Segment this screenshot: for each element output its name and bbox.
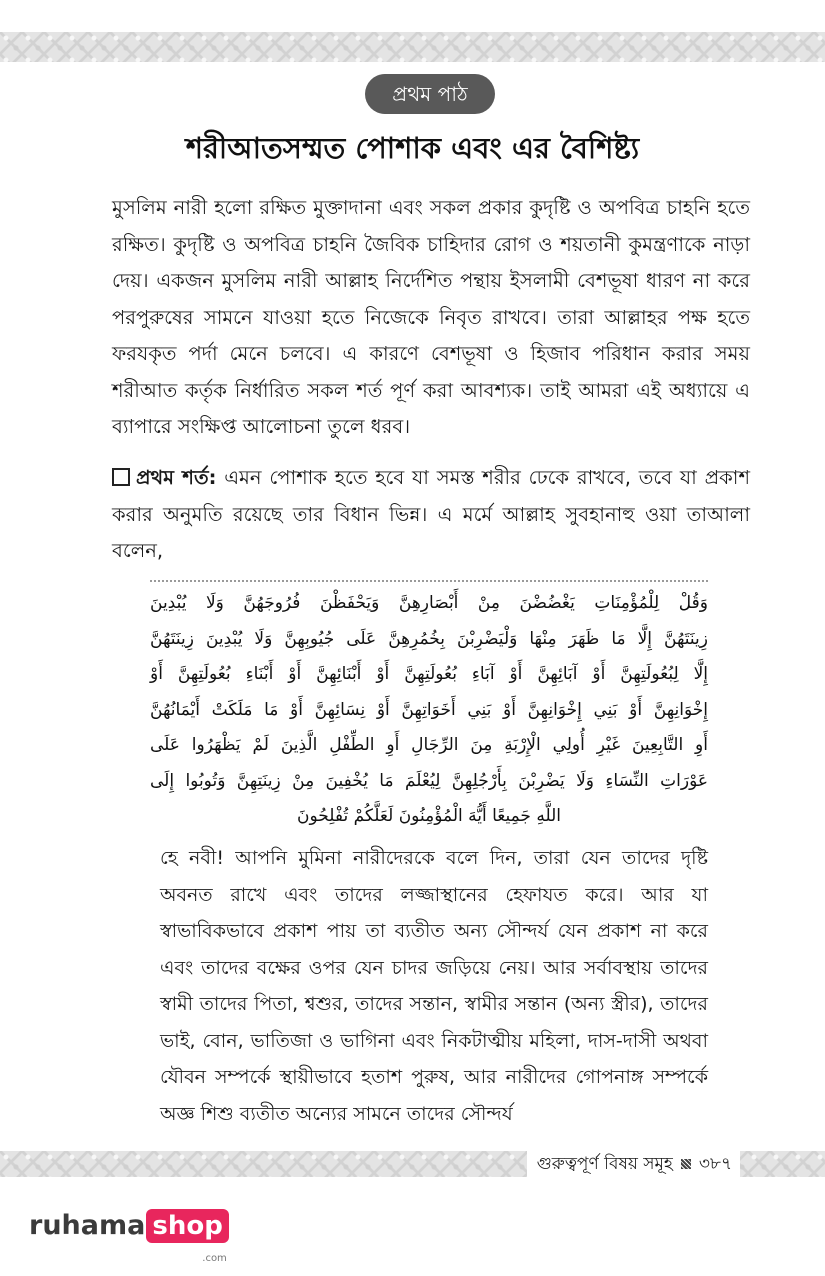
verse-line: زِينَتَهُنَّ إِلَّا مَا ظَهَرَ مِنْهَا وَلْيَضْرِبْنَ بِخُمُرِهِنَّ عَلَى جُيُوبِهِنَّ وَلَا يُبْدِينَ زِينَتَهُنَّ xyxy=(150,628,708,649)
verse-line: اللَّهِ جَمِيعًا أَيُّهَ الْمُؤْمِنُونَ لَعَلَّكُمْ تُفْلِحُونَ xyxy=(296,806,561,826)
verse-line: إِخْوَانِهِنَّ أَوْ بَنِي إِخْوَانِهِنَّ أَوْ بَنِي أَخَوَاتِهِنَّ أَوْ نِسَائِهِنَّ أَوْ مَا مَلَكَتْ أَيْمَانُهُنَّ xyxy=(150,699,708,720)
top-ornament-band xyxy=(0,32,825,62)
ornament-square-icon xyxy=(681,1159,691,1169)
page-title: শরীআতসম্মত পোশাক এবং এর বৈশিষ্ট্য xyxy=(185,131,640,165)
logo-shop-text: shop xyxy=(152,1211,223,1241)
verse-line: أَوِ التَّابِعِينَ غَيْرِ أُولِي الْإِرْبَةِ مِنَ الرِّجَالِ أَوِ الطِّفْلِ الَّذِينَ لَمْ يَظْهَرُوا عَلَى xyxy=(150,735,708,755)
lesson-badge: প্রথম পাঠ xyxy=(365,74,495,114)
logo-text: ruhama xyxy=(29,1210,146,1241)
intro-paragraph: মুসলিম নারী হলো রক্ষিত মুক্তাদানা এবং সকল প্রকার কুদৃষ্টি ও অপবিত্র চাহনি হতে রক্ষিত। কুদৃষ্টি ও অপবিত্র চাহনি জৈবিক চাহিদার রোগ ও শয়তানী কুমন্ত্রণাকে নাড়া দেয়। একজন মুসলিম নারী আল্লাহ নির্দেশিত পন্থায় ইসলামী বেশভূষা ধারণ না করে পরপুরুষের সামনে যাওয়া হতে নিজেকে নিবৃত রাখবে। তারা আল্লাহর পক্ষ হতে ফরযকৃত পর্দা মেনে চলবে। এ কারণে বেশভূষা ও হিজাব পরিধান করার সময় শরীআত কর্তৃক নির্ধারিত সকল শর্ত পূর্ণ করা আবশ্যক। তাই আমরা এই অধ্যায়ে এ ব্যাপারে সংক্ষিপ্ত আলোচনা তুলে ধরব। xyxy=(112,196,750,438)
logo-domain: .com xyxy=(202,1253,227,1264)
condition-text: এমন পোশাক হতে হবে যা সমস্ত শরীর ঢেকে রাখবে, তবে যা প্রকাশ করার অনুমতি রয়েছে তার বিধান ভিন্ন। এ মর্মে আল্লাহ সুবহানাহু ওয়া তাআলা বলেন, xyxy=(112,466,750,562)
quran-verse xyxy=(150,586,708,835)
page-number: ৩৮৭ xyxy=(698,1154,732,1174)
verse-line: إِلَّا لِبُعُولَتِهِنَّ أَوْ آبَائِهِنَّ أَوْ آبَاءِ بُعُولَتِهِنَّ أَوْ أَبْنَائِهِنَّ أَوْ أَبْنَاءِ بُعُولَتِهِنَّ أَوْ xyxy=(150,664,708,684)
condition-paragraph xyxy=(112,460,750,570)
condition-lead: প্রথম শর্ত: xyxy=(136,466,217,489)
checkbox-icon xyxy=(112,468,130,486)
verse-line: وَقُلْ لِلْمُؤْمِنَاتِ يَغْضُضْنَ مِنْ أَبْصَارِهِنَّ وَيَحْفَظْنَ فُرُوجَهُنَّ وَلَا يُبْدِينَ xyxy=(150,593,708,613)
verse-line: عَوْرَاتِ النِّسَاءِ وَلَا يَضْرِبْنَ بِأَرْجُلِهِنَّ لِيُعْلَمَ مَا يُخْفِينَ مِنْ زِينَتِهِنَّ وَتُوبُوا إِلَى xyxy=(150,770,708,791)
translation-paragraph: হে নবী! আপনি মুমিনা নারীদেরকে বলে দিন, তারা যেন তাদের দৃষ্টি অবনত রাখে এবং তাদের লজ্জাস্থানের হেফাযত করে। আর যা স্বাভাবিকভাবে প্রকাশ পায় তা ব্যতীত অন্য সৌন্দর্য যেন প্রকাশ না করে এবং তাদের বক্ষের ওপর যেন চাদর জড়িয়ে নেয়। আর সর্বাবস্থায় তাদের স্বামী তাদের পিতা, শ্বশুর, তাদের সন্তান, স্বামীর সন্তান (অন্য স্ত্রীর), তাদের ভাই, বোন, ভাতিজা ও ভাগিনা এবং নিকটাত্মীয় মহিলা, দাস-দাসী অথবা যৌবন সম্পর্কে স্থায়ীভাবে হতাশ পুরুষ, আর নারীদের গোপনাঙ্গ সম্পর্কে অজ্ঞ শিশু ব্যতীত অন্যের সামনে তাদের সৌন্দর্য xyxy=(160,847,708,1125)
logo-shop-box xyxy=(146,1209,228,1264)
footer-section: গুরুত্বপূর্ণ বিষয় সমূহ xyxy=(536,1154,673,1174)
dotted-divider xyxy=(150,580,708,582)
publisher-logo xyxy=(29,1209,229,1264)
running-footer xyxy=(527,1151,740,1177)
